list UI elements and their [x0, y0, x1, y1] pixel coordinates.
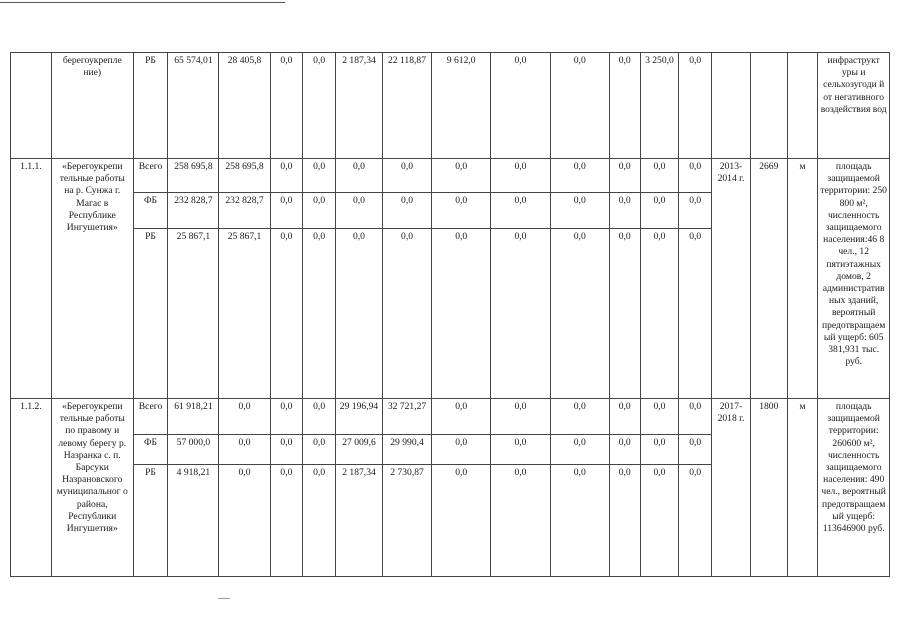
value-cell: 29 196,94	[335, 399, 382, 435]
table-row	[11, 159, 890, 193]
table-row	[11, 399, 890, 435]
value-cell: 9 612,0	[432, 53, 491, 159]
value-cell: 4 918,21	[168, 465, 219, 577]
value-cell: 232 828,7	[168, 193, 219, 229]
value-cell: 258 695,8	[168, 159, 219, 193]
value-cell: 0,0	[303, 53, 336, 159]
value-cell: 0,0	[679, 465, 712, 577]
top-rule	[0, 2, 285, 3]
value-cell: 2 730,87	[383, 465, 432, 577]
quantity-cell: 1800	[750, 399, 787, 577]
value-cell: 0,0	[303, 159, 336, 193]
value-cell: 0,0	[383, 229, 432, 399]
value-cell: 0,0	[270, 435, 303, 465]
row-note: площадь защищаемой территории: 250 800 м², численность защищаемого населения:46 8 чел., 12 пятиэтажных домов, 2 административных зданий, вероятный предотвращаемый ущерб: 605 381,931 тыс. руб.	[818, 159, 890, 399]
value-cell: 0,0	[270, 465, 303, 577]
value-cell: 0,0	[432, 435, 491, 465]
value-cell: 0,0	[432, 193, 491, 229]
funding-source: Всего	[133, 399, 168, 435]
value-cell: 0,0	[303, 193, 336, 229]
row-name: берегоукрепле ние)	[51, 53, 133, 159]
value-cell: 0,0	[550, 53, 609, 159]
value-cell: 0,0	[270, 159, 303, 193]
value-cell: 0,0	[491, 465, 550, 577]
value-cell: 0,0	[270, 193, 303, 229]
value-cell: 0,0	[303, 435, 336, 465]
value-cell: 0,0	[609, 229, 640, 399]
period-cell	[712, 53, 751, 159]
value-cell: 0,0	[640, 193, 679, 229]
funding-source: РБ	[133, 465, 168, 577]
value-cell: 0,0	[219, 435, 270, 465]
value-cell: 0,0	[609, 399, 640, 435]
row-name: «Берегоукрепи тельные работы на р. Сунжа г. Магас в Республике Ингушетия»	[51, 159, 133, 399]
value-cell: 0,0	[679, 399, 712, 435]
value-cell: 0,0	[550, 465, 609, 577]
value-cell: 0,0	[609, 193, 640, 229]
funding-source: РБ	[133, 229, 168, 399]
value-cell: 22 118,87	[383, 53, 432, 159]
period-cell: 2013-2014 г.	[712, 159, 751, 399]
value-cell: 0,0	[491, 229, 550, 399]
value-cell: 0,0	[550, 193, 609, 229]
value-cell: 0,0	[219, 399, 270, 435]
value-cell: 0,0	[550, 435, 609, 465]
value-cell: 232 828,7	[219, 193, 270, 229]
funding-source: РБ	[133, 53, 168, 159]
value-cell: 0,0	[491, 193, 550, 229]
value-cell: 0,0	[609, 435, 640, 465]
value-cell: 0,0	[491, 53, 550, 159]
value-cell: 25 867,1	[219, 229, 270, 399]
program-table	[10, 52, 890, 577]
value-cell: 2 187,34	[335, 465, 382, 577]
value-cell: 27 009,6	[335, 435, 382, 465]
value-cell: 0,0	[679, 229, 712, 399]
value-cell: 0,0	[550, 399, 609, 435]
value-cell: 0,0	[335, 193, 382, 229]
value-cell: 0,0	[679, 193, 712, 229]
funding-source: ФБ	[133, 193, 168, 229]
row-note: инфраструкт уры и сельхозугоди й от негативного воздействия вод	[818, 53, 890, 159]
value-cell: 0,0	[432, 229, 491, 399]
value-cell: 0,0	[491, 435, 550, 465]
value-cell: 29 990,4	[383, 435, 432, 465]
table-row	[11, 53, 890, 159]
quantity-cell: 2669	[750, 159, 787, 399]
value-cell: 0,0	[270, 53, 303, 159]
value-cell: 258 695,8	[219, 159, 270, 193]
value-cell: 0,0	[432, 465, 491, 577]
value-cell: 2 187,34	[335, 53, 382, 159]
value-cell: 57 000,0	[168, 435, 219, 465]
value-cell: 0,0	[640, 435, 679, 465]
scan-mark	[218, 598, 230, 599]
value-cell: 0,0	[640, 159, 679, 193]
row-name: «Берегоукрепи тельные работы по правому и левому берегу р. Назранка с. п. Барсуки Назрановского муниципальног о района, Республики Ингушетия»	[51, 399, 133, 577]
value-cell: 3 250,0	[640, 53, 679, 159]
value-cell: 0,0	[270, 399, 303, 435]
value-cell: 0,0	[303, 465, 336, 577]
value-cell: 0,0	[679, 53, 712, 159]
value-cell: 0,0	[609, 53, 640, 159]
row-code	[11, 53, 52, 159]
value-cell: 0,0	[491, 399, 550, 435]
value-cell: 0,0	[491, 159, 550, 193]
value-cell: 0,0	[640, 399, 679, 435]
value-cell: 0,0	[219, 465, 270, 577]
value-cell: 0,0	[640, 229, 679, 399]
unit-cell: м	[787, 159, 818, 399]
value-cell: 0,0	[432, 399, 491, 435]
value-cell: 61 918,21	[168, 399, 219, 435]
value-cell: 0,0	[383, 193, 432, 229]
value-cell: 32 721,27	[383, 399, 432, 435]
value-cell: 28 405,8	[219, 53, 270, 159]
row-code: 1.1.1.	[11, 159, 52, 399]
value-cell: 65 574,01	[168, 53, 219, 159]
value-cell: 0,0	[383, 159, 432, 193]
funding-source: ФБ	[133, 435, 168, 465]
value-cell: 0,0	[640, 465, 679, 577]
unit-cell: м	[787, 399, 818, 577]
value-cell: 0,0	[679, 159, 712, 193]
value-cell: 25 867,1	[168, 229, 219, 399]
value-cell: 0,0	[303, 229, 336, 399]
value-cell: 0,0	[679, 435, 712, 465]
value-cell: 0,0	[432, 159, 491, 193]
row-note: площадь защищаемой территории: 260600 м², численность защищаемого населения: 490 чел., вероятный предотвращаемый ущерб: 113646900 руб.	[818, 399, 890, 577]
value-cell: 0,0	[335, 159, 382, 193]
value-cell: 0,0	[609, 465, 640, 577]
value-cell: 0,0	[335, 229, 382, 399]
quantity-cell	[750, 53, 787, 159]
value-cell: 0,0	[303, 399, 336, 435]
value-cell: 0,0	[550, 159, 609, 193]
row-code: 1.1.2.	[11, 399, 52, 577]
period-cell: 2017-2018 г.	[712, 399, 751, 577]
funding-source: Всего	[133, 159, 168, 193]
value-cell: 0,0	[550, 229, 609, 399]
value-cell: 0,0	[270, 229, 303, 399]
unit-cell	[787, 53, 818, 159]
value-cell: 0,0	[609, 159, 640, 193]
